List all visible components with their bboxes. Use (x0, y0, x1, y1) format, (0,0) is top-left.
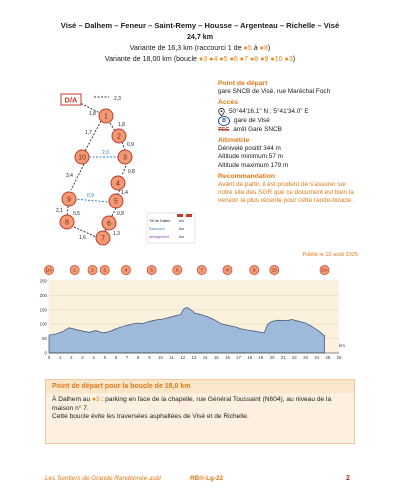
x-tick-label: 18 (247, 355, 253, 360)
node-9-label: 9 (67, 196, 71, 204)
footer-organisation: Les Sentiers de Grande Randonnée asbl (45, 475, 161, 482)
loop-start-box (45, 379, 355, 444)
page-number: 2 (346, 475, 350, 482)
x-tick-label: 26 (336, 355, 342, 360)
x-tick-label: 23 (303, 355, 308, 360)
x-tick-label: 17 (236, 355, 241, 360)
profile-badge-label: 7 (200, 267, 204, 273)
x-tick-label: 15 (213, 355, 219, 360)
x-tick-label: 8 (137, 355, 140, 360)
dist-8-7: 1,6 (79, 235, 86, 241)
published-date: Publié le 10 août 2025 (302, 252, 358, 258)
profile-badge-label: DA (321, 267, 328, 273)
variant-1-prefix: Variante de 16,3 km (raccourci 1 de (129, 44, 244, 52)
x-tick-label: 5 (103, 355, 106, 360)
recommandation-text: Avant de partir, il est prudent de s'assurer sur notre site des SGR que ce document est bien la version la plus récente pour cette rando-boucle. (218, 181, 354, 205)
loop-box-line-1-rest: : parking en face de la chapelle, rue Général Toussaint (N604), au niveau de la maison n° 7. (52, 396, 332, 412)
dist-10-3: 2,0 (102, 150, 109, 156)
x-tick-label: 4 (92, 355, 95, 360)
variant-1-suffix: ) (267, 44, 271, 52)
dist-da-1: 1,8 (89, 111, 96, 117)
profile-badge-label: 9 (252, 267, 256, 273)
node-6-label: 6 (107, 220, 111, 228)
node-3-label: 3 (123, 154, 127, 162)
footer-reference: RB®-Lg-22 (190, 475, 224, 482)
variant-1-to: ●8 (259, 44, 268, 52)
x-tick-label: 16 (225, 355, 230, 360)
y-tick-label: 100 (39, 321, 47, 327)
x-tick-label: 6 (114, 355, 118, 360)
profile-badge-label: 5 (150, 267, 153, 273)
depart-text: gare SNCB de Visé, rue Maréchal Foch (218, 88, 331, 96)
dist-6-7: 1,3 (113, 231, 120, 237)
loop-box-title: Point de départ pour la boucle de 18,0 km (46, 380, 354, 393)
altimetrie-title: Altimétrie (218, 137, 250, 145)
x-tick-label: 9 (148, 355, 151, 360)
y-tick-label: 150 (39, 307, 47, 313)
info-panel (218, 80, 358, 209)
variant-1-mid: à (251, 44, 260, 52)
x-tick-label: 14 (202, 355, 208, 360)
profile-badge-label: 4 (124, 267, 128, 273)
acces-title: Accès (218, 99, 239, 107)
legend-row-3: Allongement (149, 235, 169, 239)
node-8-label: 8 (65, 219, 69, 227)
profile-badge-label: 10 (271, 267, 277, 273)
y-tick-label: 0 (44, 350, 47, 356)
sncb-train-icon: B (218, 116, 230, 126)
x-tick-label: 0 (47, 355, 51, 360)
variant-1-from: ●5 (243, 44, 252, 52)
x-tick-label: 10 (158, 355, 163, 360)
x-tick-label: 19 (258, 355, 264, 360)
bus-stop: arrêt Gare SNCB (233, 125, 282, 133)
profile-badge-label: DA (45, 267, 53, 273)
variant-2 (0, 55, 400, 64)
x-tick-label: 7 (125, 355, 129, 360)
altitude-min: Altitude minimum 57 m (218, 153, 283, 161)
legend-flag-icon (177, 214, 183, 217)
dist-3-4: 0,8 (128, 169, 135, 175)
route-title: Visé – Dalhem – Feneur – Saint-Remy – Housse – Argenteau – Richelle – Visé (60, 21, 340, 30)
y-tick-label: 200 (39, 292, 47, 298)
link-3-4 (122, 166, 126, 175)
loop-box-line-1 (52, 396, 348, 413)
node-7-label: 7 (101, 235, 105, 243)
legend-flag-icon-2 (186, 214, 192, 217)
dist-2-3: 0,9 (127, 142, 134, 148)
loop-box-point: ●3 (91, 396, 100, 404)
dist-1-10: 1,7 (85, 130, 92, 136)
dist-top: 2,3 (114, 96, 121, 102)
node-5-label: 5 (114, 198, 118, 206)
loop-box-line-2: Cette boucle évite les traversées asphaltées de Visé et de Richelle. (52, 413, 249, 421)
node-2-label: 2 (117, 133, 121, 141)
x-tick-label: 21 (280, 355, 286, 360)
route-map (47, 91, 207, 251)
legend-row-2: Raccourci (149, 227, 165, 231)
dist-4-5: 1,4 (121, 190, 128, 196)
loop-box-line-1-prefix: À Dalhem au (52, 396, 92, 404)
dist-9-5: 0,9 (87, 193, 94, 199)
y-tick-label: 50 (42, 336, 47, 342)
map-legend (147, 213, 195, 243)
dist-5-6: 0,8 (117, 211, 124, 217)
y-tick-label: 250 (39, 278, 47, 284)
route-distance: 24,7 km (186, 33, 214, 41)
elevation-profile (33, 263, 353, 373)
denivele: Dénivelé positif 344 m (218, 145, 281, 153)
node-10-label: 10 (78, 154, 86, 162)
location-pin-icon (218, 108, 225, 116)
dist-1-2: 1,8 (118, 122, 125, 128)
x-tick-label: 25 (325, 355, 331, 360)
tec-bus-icon: TEC (218, 126, 230, 133)
node-1-label: 1 (104, 113, 108, 121)
legend-unit-2: km (179, 227, 184, 231)
x-tick-label: 11 (169, 355, 174, 360)
x-tick-label: 12 (180, 355, 186, 360)
x-tick-label: 3 (81, 355, 84, 360)
coordinates: 50°44'16.1" N ; 5°41'34.0" E (229, 107, 309, 115)
dist-10-9: 3,4 (66, 173, 73, 179)
profile-badge-label: 8 (226, 267, 229, 273)
profile-badge-label: 1 (73, 267, 76, 273)
profile-badge-label: 3 (103, 267, 107, 273)
start-label: D/A (64, 95, 78, 105)
x-tick-label: 2 (70, 355, 73, 360)
profile-badge-label: 2 (91, 267, 94, 273)
legend-unit-1: km (179, 219, 184, 223)
variant-2-points: ●3 ●4 ●5 ●6 ●7 ●8 ●9 ●10 ●3 (198, 55, 293, 63)
x-tick-label: 1 (58, 355, 62, 360)
x-tick-label: 22 (292, 355, 297, 360)
legend-row-1: Tél de Dalem (149, 219, 171, 223)
dist-9-8b: 0,5 (73, 211, 80, 217)
variant-1 (0, 44, 400, 53)
link-1-10 (85, 121, 101, 151)
link-2-3 (122, 142, 125, 150)
altitude-max: Altitude maximum 179 m (218, 161, 289, 169)
x-tick-label: 24 (314, 355, 320, 360)
x-tick-label: 20 (269, 355, 275, 360)
x-tick-label: 13 (191, 355, 197, 360)
link-9-8 (67, 206, 68, 216)
node-4-label: 4 (116, 180, 120, 188)
dist-9-8: 2,1 (56, 208, 63, 214)
variant-2-suffix: ) (292, 55, 296, 63)
profile-badge-label: 6 (176, 267, 179, 273)
x-unit: km (339, 343, 345, 348)
recommandation-title: Recommandation (218, 172, 276, 180)
link-9-5 (74, 199, 109, 202)
train-station: gare de Visé (234, 116, 270, 124)
depart-title: Point de départ (218, 80, 268, 87)
variant-2-prefix: Variante de 18,00 km (boucle (104, 55, 199, 63)
legend-unit-3: km (179, 235, 184, 239)
